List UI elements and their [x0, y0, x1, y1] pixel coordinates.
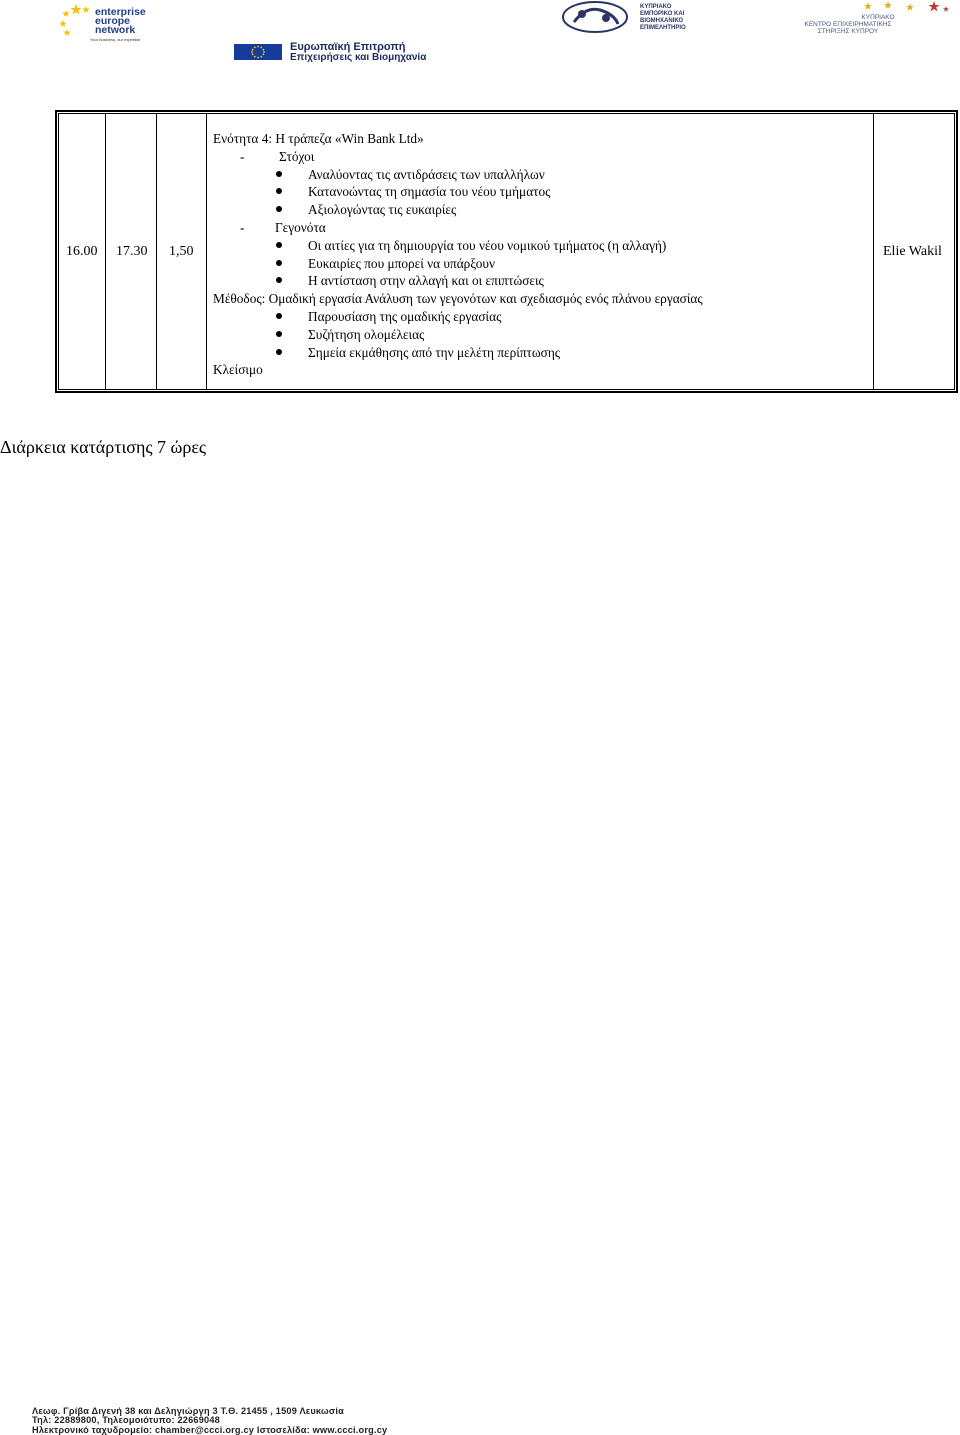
een-line-2: europe	[95, 15, 131, 27]
bullet-icon	[276, 349, 282, 355]
facts-label: Γεγονότα	[275, 219, 326, 235]
een-line-3: network	[95, 24, 136, 36]
goal-item-3: Αξιολογώντας τις ευκαιρίες	[308, 202, 457, 218]
een-logo-text	[95, 8, 146, 35]
start-time: 16.00	[66, 244, 98, 259]
facts-heading	[213, 219, 703, 237]
fact-item-1: Οι αιτίες για τη δημιουργία του νέου νομικού τμήματος (η αλλαγή)	[308, 237, 667, 253]
bullet-icon	[276, 313, 282, 319]
eu-flag-icon	[234, 44, 282, 60]
list-item	[213, 255, 703, 273]
training-duration-note: Διάρκεια κατάρτισης 7 ώρες	[0, 437, 207, 457]
chamber-line-3: ΒΙΟΜΗΧΑΝΙΚΟ	[640, 18, 684, 24]
list-item	[213, 272, 703, 290]
method-line: Μέθοδος: Ομαδική εργασία Ανάλυση των γεγονότων και σχεδιασμός ενός πλάνου εργασίας	[213, 291, 703, 307]
method-item-2: Συζήτηση ολομέλειας	[308, 326, 425, 342]
ec-logo-line-2: Επιχειρήσεις και Βιομηχανία	[290, 52, 427, 63]
chamber-line-1: ΚΥΠΡΙΑΚΟ	[640, 4, 672, 10]
footer-phone: Τηλ: 22889800, Τηλεομοιότυπο: 22669048	[32, 1415, 220, 1426]
method-item-3: Σημεία εκμάθησης από την μελέτη περίπτωσης	[308, 344, 561, 360]
cyprus-business-support-centre-logo	[748, 0, 953, 34]
goals-label: Στόχοι	[279, 148, 315, 164]
cyc-logo-text	[748, 14, 948, 35]
dash-marker: -	[240, 219, 245, 235]
een-stars-icon	[58, 2, 98, 38]
fact-item-3: Η αντίσταση στην αλλαγή και οι επιπτώσεις	[308, 273, 544, 289]
enterprise-europe-network-logo	[58, 0, 198, 46]
goals-heading	[213, 148, 703, 166]
schedule-table	[55, 110, 958, 393]
bullet-icon	[276, 331, 282, 337]
footer-address: Λεωφ. Γρίβα Διγενή 38 και Δεληγιώργη 3 Τ.Θ. 21455 , 1509 Λευκωσία	[32, 1406, 344, 1416]
goal-item-1: Αναλύοντας τις αντιδράσεις των υπαλλήλων	[308, 166, 545, 182]
session-content	[213, 130, 703, 379]
trainer-name: Elie Wakil	[883, 244, 942, 259]
chamber-line-4: ΕΠΙΜΕΛΗΤΗΡΙΟ	[640, 25, 686, 31]
method-item-1: Παρουσίαση της ομαδικής εργασίας	[308, 308, 502, 324]
list-item	[213, 344, 703, 362]
footer-email-web: Ηλεκτρονικό ταχυδρομείο: chamber@ccci.org.cy Ιστοσελίδα: www.ccci.org.cy	[32, 1424, 388, 1435]
closing-line: Κλείσιμο	[213, 362, 263, 378]
goal-item-2: Κατανοώντας τη σημασία του νέου τμήματος	[308, 184, 551, 200]
cyc-line-1: ΚΥΠΡΙΑΚΟ	[861, 14, 895, 21]
european-commission-logo	[234, 42, 504, 64]
list-item	[213, 237, 703, 255]
list-item	[213, 326, 703, 344]
cyc-line-3: ΣΤΗΡΙΞΗΣ ΚΥΠΡΟΥ	[817, 28, 879, 35]
chamber-emblem-icon	[560, 0, 630, 34]
chamber-line-2: ΕΜΠΟΡΙΚΟ ΚΑΙ	[640, 11, 685, 17]
list-item	[213, 201, 703, 219]
een-line-1: enterprise	[95, 6, 146, 18]
bullet-icon	[276, 171, 282, 177]
ec-logo-line-1: Ευρωπαϊκή Επιτροπή	[290, 41, 406, 53]
session-duration: 1,50	[169, 244, 194, 259]
footer-contact	[32, 1407, 387, 1435]
een-tagline: Your business, our expertise	[90, 37, 141, 42]
bullet-icon	[276, 188, 282, 194]
schedule-row	[58, 113, 955, 390]
dash-marker: -	[240, 148, 245, 164]
end-time: 17.30	[116, 244, 148, 259]
bullet-icon	[276, 260, 282, 266]
fact-item-2: Ευκαιρίες που μπορεί να υπάρξουν	[308, 255, 495, 271]
chamber-of-commerce-logo	[560, 0, 730, 34]
list-item	[213, 308, 703, 326]
bullet-icon	[276, 242, 282, 248]
list-item	[213, 166, 703, 184]
bullet-icon	[276, 277, 282, 283]
list-item	[213, 183, 703, 201]
session-title: Ενότητα 4: Η τράπεζα «Win Bank Ltd»	[213, 131, 424, 146]
chamber-logo-text	[640, 4, 686, 32]
cyc-line-2: ΚΕΝΤΡΟ ΕΠΙΧΕΙΡΗΜΑΤΙΚΗΣ	[804, 21, 892, 28]
bullet-icon	[276, 206, 282, 212]
